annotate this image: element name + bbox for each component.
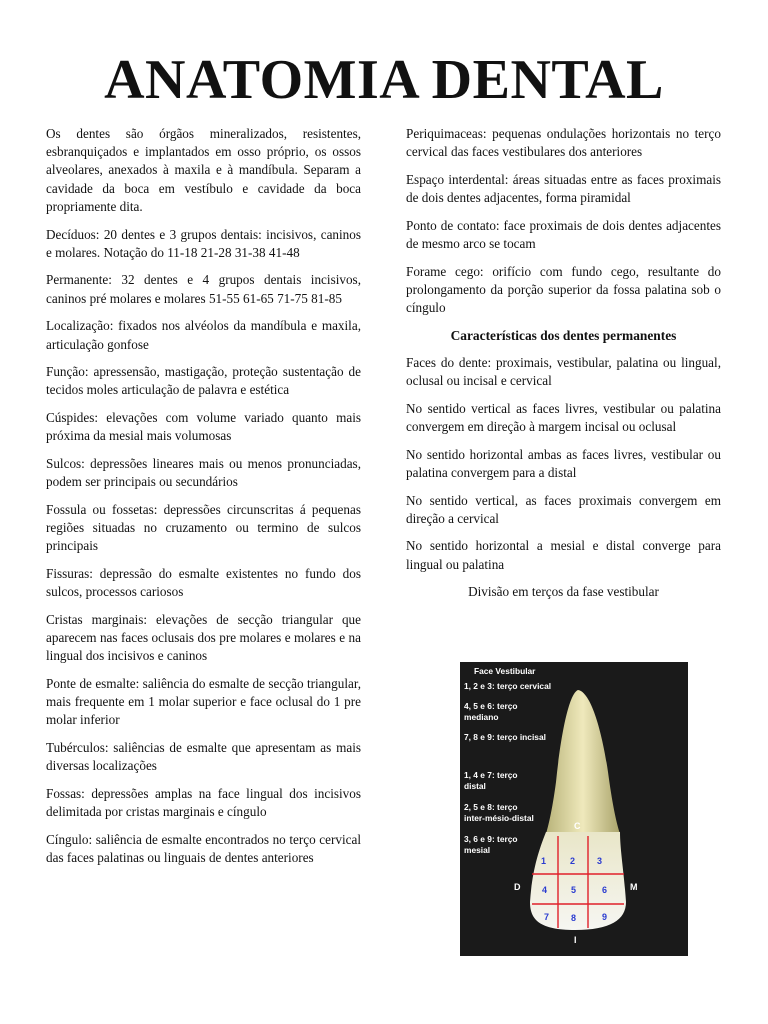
tooth-svg <box>460 662 688 956</box>
legend-label: distal <box>464 781 486 791</box>
paragraph: Ponto de contato: face proximais de dois dentes adjacentes de mesmo arco se tocam <box>406 217 721 252</box>
paragraph: Espaço interdental: áreas situadas entre as faces proximais de dois dentes adjacentes, forma piramidal <box>406 171 721 206</box>
grid-number: 3 <box>597 856 603 866</box>
letter-cervical: C <box>574 821 581 831</box>
letter-mesial: M <box>630 882 638 892</box>
paragraph: Função: apressensão, mastigação, proteção sustentação de tecidos moles articulação de palavra e estética <box>46 364 361 398</box>
paragraph: Forame cego: orifício com fundo cego, resultante do prolongamento da porção superior da fossa palatina sob o cíngulo <box>406 263 721 316</box>
grid-number: 5 <box>571 885 577 895</box>
grid-number: 9 <box>602 912 608 922</box>
paragraph: Permanente: 32 dentes e 4 grupos dentais incisivos, caninos pré molares e molares 51-55 61-65 71-75 81-85 <box>46 272 361 306</box>
left-column <box>46 125 361 877</box>
right-column <box>406 125 721 608</box>
paragraph: Fossula ou fossetas: depressões circunscritas á pequenas regiões situadas no cruzamento ou termino de sulcos principais <box>46 501 361 554</box>
legend-label: 4, 5 e 6: terço <box>464 701 518 711</box>
legend-label: 3, 6 e 9: terço <box>464 834 518 844</box>
paragraph: Decíduos: 20 dentes e 3 grupos dentais: incisivos, caninos e molares. Notação do 11-18 21-28 31-38 41-48 <box>46 226 361 260</box>
grid-number: 6 <box>602 885 608 895</box>
legend-label: mediano <box>464 712 499 722</box>
legend-label: inter-mésio-distal <box>464 813 534 823</box>
paragraph: Localização: fixados nos alvéolos da mandíbula e maxila, articulação gonfose <box>46 318 361 352</box>
paragraph: No sentido horizontal ambas as faces livres, vestibular ou palatina convergem para a distal <box>406 446 721 480</box>
paragraph: No sentido vertical as faces livres, vestibular ou palatina convergem em direção à margem incisal ou oclusal <box>406 400 721 434</box>
legend-label: 7, 8 e 9: terço incisal <box>464 732 546 742</box>
grid-number: 8 <box>571 913 577 923</box>
grid-number: 4 <box>542 885 548 895</box>
paragraph: Cíngulo: saliência de esmalte encontrados no terço cervical das faces palatinas ou linguais de dentes anteriores <box>46 832 361 866</box>
paragraph: Tubérculos: saliências de esmalte que apresentam as mais diversas localizações <box>46 740 361 774</box>
letter-incisal: I <box>574 935 577 945</box>
legend-label: mesial <box>464 845 491 855</box>
paragraph: Cúspides: elevações com volume variado quanto mais próxima da mesial mais volumosas <box>46 410 361 444</box>
legend-label: 1, 4 e 7: terço <box>464 770 518 780</box>
legend-label: 1, 2 e 3: terço cervical <box>464 681 552 691</box>
tooth-root <box>546 690 620 834</box>
figure-caption: Divisão em terços da fase vestibular <box>468 584 659 600</box>
legend-label: 2, 5 e 8: terço <box>464 802 518 812</box>
paragraph: Fossas: depressões amplas na face lingual dos incisivos delimitada por cristas marginais e cíngulo <box>46 786 361 820</box>
tooth-figure <box>460 662 688 956</box>
paragraph: Cristas marginais: elevações de secção triangular que aparecem nas faces oclusais dos pre molares e molares e na lingual dos incisivos e caninos <box>46 611 361 664</box>
paragraph: No sentido horizontal a mesial e distal converge para lingual ou palatina <box>406 538 721 572</box>
paragraph: Os dentes são órgãos mineralizados, resistentes, esbranquiçados e implantados em osso próprio, os ossos alveolares, anexados à maxila e à mandíbula. Separam a cavidade da boca em vestíbulo e cavidade da boca propriamente dita. <box>46 126 361 214</box>
paragraph: Periquimaceas: pequenas ondulações horizontais no terço cervical das faces vestibulares dos anteriores <box>406 126 721 160</box>
page-title: ANATOMIA DENTAL <box>104 49 664 111</box>
paragraph: Fissuras: depressão do esmalte existentes no fundo dos sulcos, processos cariosos <box>46 566 361 600</box>
paragraph: Sulcos: depressões lineares mais ou menos pronunciadas, podem ser principais ou secundários <box>46 456 361 490</box>
figure-header: Face Vestibular <box>474 666 536 676</box>
grid-number: 7 <box>544 912 550 922</box>
paragraph: Faces do dente: proximais, vestibular, palatina ou lingual, oclusal ou incisal e cervical <box>406 354 721 389</box>
paragraph: Ponte de esmalte: saliência do esmalte de secção triangular, mais frequente em 1 molar superior e face oclusal do 1 pre molar inferior <box>46 676 361 728</box>
grid-number: 2 <box>570 856 576 866</box>
paragraph: No sentido vertical, as faces proximais convergem em direção a cervical <box>406 492 721 526</box>
grid-number: 1 <box>541 856 547 866</box>
letter-distal: D <box>514 882 521 892</box>
section-heading: Características dos dentes permanentes <box>450 327 677 343</box>
figure-legend <box>464 681 551 855</box>
